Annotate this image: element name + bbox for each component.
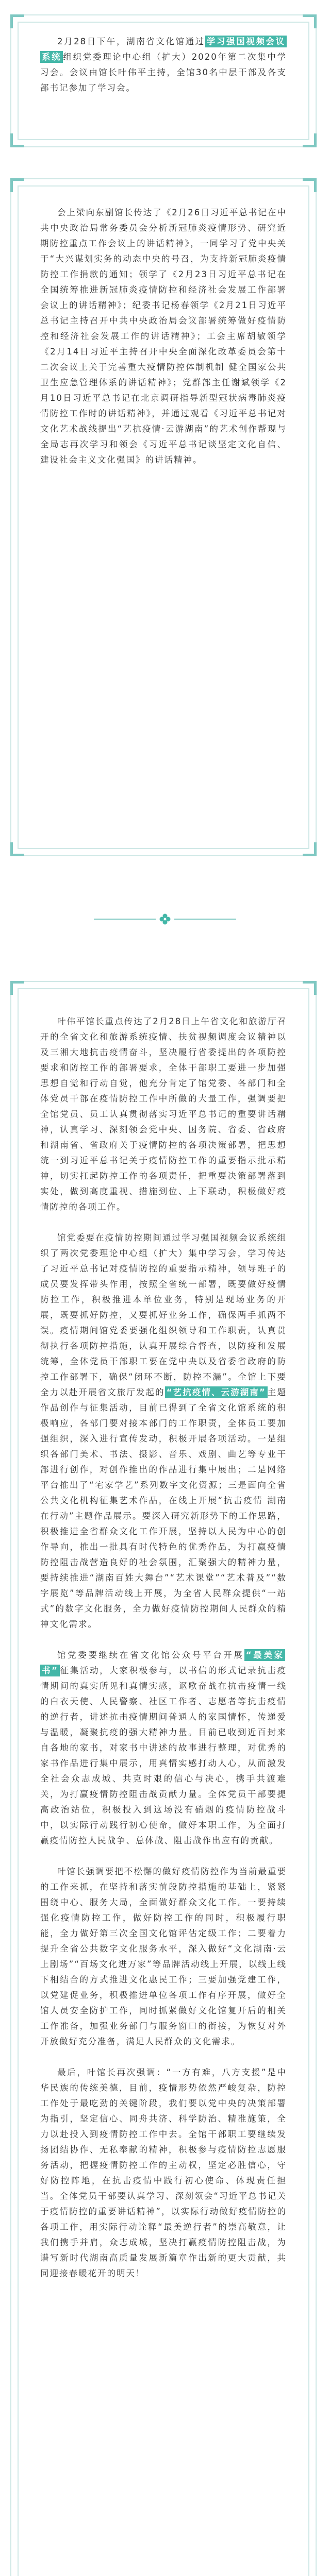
paragraph-2-start: 馆党委要在疫情防控期间通过学习强国视频会议系统组织了两次党委理论中心组（扩大）集中学习会，学习传达了习近平总书记对疫情防控的重要指示精神，领导班子的成员要发挥带头作用，按照全省统一部署，既要做好疫情防控工作，积极推进本单位业务，特别是现场业务的开展，既要抓好防控，又要抓好业务工作，确保两手抓两不误。疫情期间馆党委要强化组织领导和工作职责，认真贯彻执行各项防控措施，认真开展综合督查，以防疫和发展统筹，全体党员干部职工要在党中央以及省委省政府的防控工作部署下，确保“闭环不断，防控不漏”。全馆上下要全力以赴开展省文旅厅发起的 bbox=[40, 1233, 287, 1397]
corner-decoration bbox=[303, 981, 317, 995]
divider-line bbox=[94, 919, 156, 920]
intro-box bbox=[10, 14, 317, 147]
corner-decoration bbox=[303, 133, 317, 147]
meeting-paragraph: 会上梁向东副馆长传达了《2月26日习近平总书记在中共中央政治局常务委员会分析新冠肺炎疫情形势、研究近期防控重点工作会议上的讲话精神》，一同学习了党中央关于“大兴谋划实务的动态中央的号召，为支持新冠肺炎疫情防控工作捐款的通知；领学了《2月23日习近平总书记在全国统筹推进新冠肺炎疫情防控和经济社会发展工作部署会议上的讲话精神》；纪委书记杨春领学《2月21日习近平总书记主持召开中共中央政治局会议部署统筹做好疫情防控和经济社会发展工作的讲话精神》；工会主席胡敏领学《2月14日习近平主持召开中央全面深化改革委员会第十二次会议上关于完善重大疫情防控体制机制 健全国家公共卫生应急管理体系的讲话精神》；党群部主任谢斌领学《2月10日习近平总书记在北京调研指导新型冠状病毒肺炎疫情防控工作时的讲话精神》，并通过观看《习近平总书记对文化艺术战线提出“艺抗疫情·云游湖南”的艺术创作帮现与全局志再次学习和领会《习近平总书记谈坚定文化自信、建设社会主义文化强国》的讲话精神。 bbox=[40, 208, 287, 465]
meeting-summary-box bbox=[10, 178, 317, 856]
main-text bbox=[40, 1014, 287, 2281]
paragraph-4: 叶馆长强调要把不松懈的做好疫情防控作为当前最重要的工作来抓，在坚持和落实前段防控措施的基础上，紧紧围绕中心、服务大局，全面做好群众文化工作。一要持续强化疫情防控工作，做好防控工作的同时，积极履行职能，全力做好第三次全国文化馆评估定级工作；二要着力提升全省公共数字文化服务水平，深入做好“文化湖南·云上剧场”“百场文化进万家”等品牌活动线上开展，以线上线下相结合的方式推进文化惠民工作；三要加强党建工作，以党建促业务，积极推进单位各项工作有序开展，做好全馆人员安全防护工作，同时抓紧做好文化馆复开后的相关工作准备，加强业务部门与服务窗口的衔接，为恢复对外开放做好充分准备，满足人民群众的文化需求。 bbox=[40, 1867, 287, 2046]
paragraph-3 bbox=[40, 1648, 287, 1849]
corner-decoration bbox=[10, 178, 24, 192]
corner-decoration bbox=[10, 981, 24, 995]
paragraph-5: 最后，叶馆长再次强调：“一方有难，八方支援”是中华民族的传统美德，目前，疫情形势依然严峻复杂，防控工作处于最吃劲的关键阶段，我们要以党中央的决策部署为指引，坚定信心、同舟共济、科学防治、精准施策，全力以赴投入到疫情防控工作中去。全馆干部职工要继续发扬团结协作、无私奉献的精神，积极参与疫情防控志愿服务活动，把握疫情防控工作的主动权，坚定必胜信心，守好防控阵地，在抗击疫情中践行初心使命、体现责任担当。全体党员干部要认真学习、深刻领会“习近平总书记关于疫情防控的重要讲话精神”，以实际行动做好疫情防控的各项工作，用实际行动诠释“最美逆行者”的崇高敬意，让我们携手并肩，众志成城，坚决打赢疫情防控阻击战，为谱写新时代湖南高质量发展新篇章作出新的更大贡献，共同迎接春暖花开的明天！ bbox=[40, 2067, 287, 2278]
corner-decoration bbox=[303, 14, 317, 28]
corner-decoration bbox=[10, 842, 24, 856]
clover-icon bbox=[159, 913, 171, 925]
main-content-box bbox=[10, 981, 317, 2576]
section-divider bbox=[0, 913, 330, 925]
intro-text-end: 组织党委理论中心组（扩大）2020年第二次集中学习会。会议由馆长叶伟平主持，全馆30名中层干部及各支部书记参加了学习会。 bbox=[40, 52, 287, 93]
corner-decoration bbox=[10, 14, 24, 28]
highlight-campaign-title: “艺抗疫情、云游湖南” bbox=[165, 1386, 268, 1398]
paragraph-1: 叶伟平馆长重点传达了2月28日上午省文化和旅游厅召开的全省文化和旅游系统疫情、扶贫视频调度会议精神以及三湘大地抗击疫情奋斗，坚决履行省委提出的各项防控要求和防控工作的部署要求，全体干部职工要进一步加强思想自觉和行动自觉，他充分肯定了馆党委、各部门和全体党员干部在疫情防控工作中所做的大量工作，强调要把全馆党员、员工认真贯彻落实习近平总书记的重要讲话精神，认真学习、深刻领会党中央、国务院、省委、省政府和湖南省、省政府关于疫情防控的各项决策部署，把思想统一到习近平总书记关于疫情防控工作的重要指示批示精神，切实扛起防控工作的各项责任，把重要决策部署落到实处，做到高度重视、措施到位、上下联动，积极做好疫情防控的各项工作。 bbox=[40, 1016, 287, 1212]
highlight-family-letters: “最美家书” bbox=[40, 1649, 285, 1676]
divider-line bbox=[174, 919, 236, 920]
paragraph-3-start: 馆党委要继续在省文化馆公众号平台开展 bbox=[57, 1650, 244, 1660]
highlight-meeting-system: 学习强国视频会议系统 bbox=[40, 36, 287, 63]
paragraph-2-end: 主题作品创作与征集活动，目前已得到了全省文化馆系统的积极响应，各部门要对接本部门的工作职责，全体员工要加强组织，深入进行宣传发动，积极开展各项活动。一是组织各部门美术、书法、摄影、音乐、戏剧、曲艺等专业干部进行创作，对创作推出的作品进行集中展出；二是网络平台推出了“宅家学艺”系列数字文化资源；三是面向全省公共文化机构征集艺术作品，在线上开展“抗击疫情 湖南在行动”主题作品展示。要深入研究新形势下的工作思路，积极推进全省群众文化工作开展，坚持以人民为中心的创作导向，推出一批具有时代特色的优秀作品，为打赢疫情防控阻击战营造良好的社会氛围，汇聚强大的精神力量，要持续推进“湖南百姓大舞台”“艺术课堂”“艺术普及”“数字展览”等品牌活动线上开展，为全省人民群众提供“一站式”的数字文化服务，全力做好疫情防控期间人民群众的精神文化需求。 bbox=[40, 1387, 287, 1629]
corner-decoration bbox=[10, 133, 24, 147]
intro-paragraph bbox=[40, 34, 287, 96]
paragraph-2 bbox=[40, 1230, 287, 1632]
intro-text bbox=[40, 34, 287, 96]
meeting-text bbox=[40, 205, 287, 468]
intro-text-start: 2月28日下午，湖南省文化馆通过 bbox=[57, 37, 205, 46]
paragraph-3-end: 征集活动，大家积极参与，以书信的形式记录抗击疫情期间的真实所见和真情实感，讴歌奋战在抗击疫情一线的白衣天使、人民警察、社区工作者、志愿者等抗击疫情的逆行者，讲述抗击疫情期间普通人的家国情怀，传递爱与温暖，凝聚抗疫的强大精神力量。目前已收到近百封来自各地的家书，对家书中讲述的故事进行整理，对优秀的家书作品进行集中展示，用真情实感打动人心，从而激发全社会众志成城、共克时艰的信心与决心，携手共渡难关，为打赢疫情防控阻击战贡献力量。全体党员干部要提高政治站位，积极投入到这场没有硝烟的疫情防控战斗中，以实际行动践行初心使命，做好本职工作，为全面打赢疫情防控人民战争、总体战、阻击战作出应有的贡献。 bbox=[40, 1666, 287, 1845]
corner-decoration bbox=[303, 178, 317, 192]
corner-decoration bbox=[303, 842, 317, 856]
